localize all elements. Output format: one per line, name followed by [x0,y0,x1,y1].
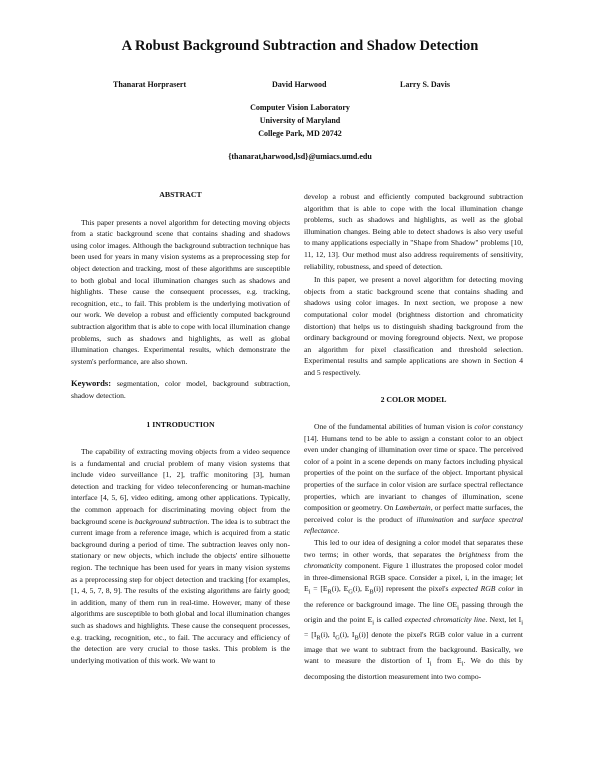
affiliation-address: College Park, MD 20742 [258,129,342,138]
abstract-heading: ABSTRACT [159,190,202,199]
keywords-label: Keywords: [71,378,112,389]
author-1: Thanarat Horprasert [113,80,187,89]
author-2: David Harwood [272,80,327,89]
right-column [304,191,523,682]
color-model-paragraph-1: One of the fundamental abilities of human vision is color constancy [14]. Humans tend to be able to assign a constant color to an object even under changing of illumination over time or space. The perceived color of a point in a scene depends on many factors including physical properties of the point on the surface of the object. Important physical properties of the surface in color vision are surface spectral reflectance properties, which are invariant to changes of illumination, scene composition or geometry. On Lambertain, or perfect matte surfaces, the perceived color is the product of illumination and surface spectral reflectance. [304,422,524,536]
author-email: {thanarat,harwood,lsd}@umiacs.umd.edu [228,152,372,161]
affiliation-lab: Computer Vision Laboratory [250,103,350,112]
introduction-heading: 1 INTRODUCTION [146,419,215,429]
introduction-paragraph-1: The capability of extracting moving objects from a video sequence is a fundamental and crucial problem of many vision systems that include video surveillance [1, 2], traffic monitoring [3], human detection and tracking for video teleconferencing or human-machine interface [4, 5, 6], video editing, among other applications. Typically, the common approach for discriminating moving object from the background scene is background subtraction. The idea is to subtract the current image from a reference image, which is acquired from a static background during a period of time. The subtraction leaves only non-stationary or new objects, which include the objects' entire silhouette region. The technique has been used for years in many vision systems as a preprocessing step for object detection and tracking [for examples, [1, 4, 5, 7, 8, 9]. The results of the existing algorithms are fairly good; in addition, many of them run in real-time. However, many of these algorithms are susceptible to both global and local illumination changes such as shadows and highlights. These cause the consequent processes, e.g. tracking, recognition, etc., to fail. The accuracy and efficiency of the detection are very crucial to those tasks. This problem is the underlying motivation of this work. We want to [71,447,290,665]
introduction-paragraph-2: develop a robust and efficiently computed background subtraction algorithm that is able to cope with the local illumination change problems, such as shadows and highlights, as well as the global illumination changes. Being able to detect shadows is also very useful to many applications especially in "Shape from Shadow" problems [10, 11, 12, 13]. Our method must also address requirements of sensitivity, reliability, robustness, and speed of detection. [304,192,523,271]
color-model-heading: 2 COLOR MODEL [380,394,447,404]
left-column [71,189,290,666]
color-model-paragraph-2: This led to our idea of designing a color model that separates these two terms; in other words, that separates the brightness from the chromaticity component. Figure 1 illustrates the proposed color model in three-dimensional RGB space. Consider a pixel, i, in the image; let $E_i = [E_R(i)$, $E_G(i)$, $E_B(i)$] represent the pixel's expected RGB color in the reference or background image. The line $OE_i$ passing through the origin and the point $E_i$ is called expected chromaticity line. Next, let $I_i = [I_R(i)$, $I_G(i)$, $I_B(i)$] denote the pixel's RGB color value in a current image that we want to subtract from the background. Basically, we want to measure the distortion of $I_i$ from $E_i$. We do this by decomposing the distortion measurement into two compo- [304,538,524,681]
introduction-paragraph-3: In this paper, we present a novel algorithm for detecting moving objects from a static background scene that contains shading and shadows using color images. In next section, we propose a new computational color model (brightness distortion and chromaticity distortion) that helps us to distinguish shading background from the ordinary background or moving foreground objects. Next, we propose an algorithm for pixel classification and threshold selection. Experimental results and sample applications are shown in Section 4 and 5 respectively. [304,275,523,377]
abstract-text: This paper presents a novel algorithm for detecting moving objects from a static background scene that contains shading and shadows using color images. Although the background subtraction technique has been used for years in many vision systems as a preprocessing step for object detection and tracking, most of these algorithms are susceptible to both global and local illumination changes such as shadows and highlights. These cause the consequent processes, e.g. tracking, recognition, etc., to fail. This problem is the underlying motivation of our work. We develop a robust and efficiently computed background subtraction algorithm that is able to cope with local illumination change problems, such as shadows and highlights, as well as global illumination changes. Experimental results, which demonstrate the system's performance, are also shown. [71,217,290,366]
author-3: Larry S. Davis [400,80,450,89]
keywords [71,378,290,401]
paper-title: A Robust Background Subtraction and Shadow Detection [121,38,479,54]
affiliation-university: University of Maryland [259,116,341,125]
keywords-text: segmentation, color model, background subtraction, shadow detection. [71,379,291,400]
